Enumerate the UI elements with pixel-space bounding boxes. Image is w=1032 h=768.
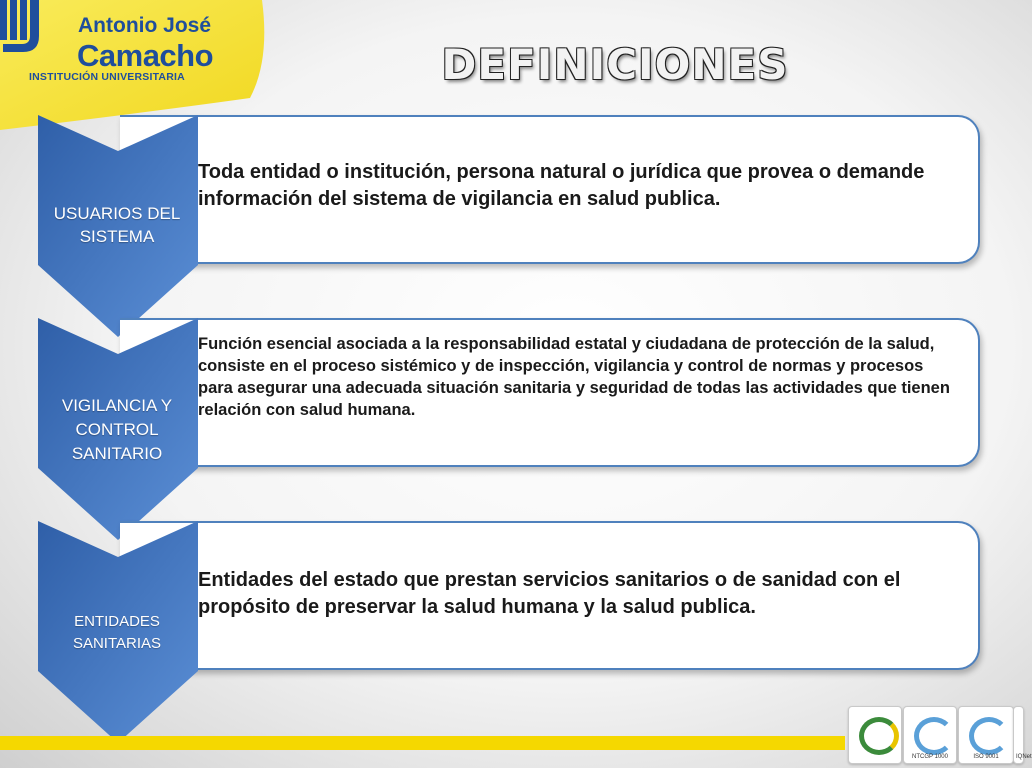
definition-text bbox=[198, 159, 954, 212]
definition-box bbox=[120, 521, 980, 670]
footer-bar bbox=[0, 736, 845, 750]
definition-text-content: Toda entidad o institución, persona natural o jurídica que provea o demande información del sistema de vigilancia en salud publica. bbox=[198, 161, 925, 210]
definition-term: ENTIDADES SANITARIAS bbox=[72, 613, 162, 652]
brand-institution: INSTITUCIÓN UNIVERSITARIA bbox=[29, 71, 185, 83]
cert-caption: NTCGP 1000 bbox=[912, 754, 948, 760]
cert-caption: IQNet bbox=[1016, 754, 1032, 760]
definition-text-content: Entidades del estado que prestan servicios sanitarios o de sanidad con el propósito de preservar la salud humana y la salud publica. bbox=[198, 569, 901, 618]
definition-text bbox=[198, 567, 954, 620]
page-title: DEFINICIONES bbox=[441, 40, 789, 89]
brand-name-line2: Camacho bbox=[77, 38, 214, 73]
logo-banner bbox=[0, 0, 270, 130]
definition-text bbox=[198, 334, 954, 422]
definition-box bbox=[120, 115, 980, 264]
university-logo-icon bbox=[0, 0, 46, 54]
cert-caption: ISO 9001 bbox=[973, 754, 999, 760]
colombia-seal-icon bbox=[848, 706, 902, 764]
brand-name-line1: Antonio José bbox=[78, 14, 212, 37]
definition-text-content: Función esencial asociada a la responsabilidad estatal y ciudadana de protección de la salud, consiste en el proceso sistémico y de inspección, vigilancia y control de normas y procesos para asegurar una adecuada situación sanitaria y seguridad de todas las actividades que tienen relación con salud humana. bbox=[198, 335, 950, 419]
definition-term: VIGILANCIA Y CONTROL SANITARIO bbox=[61, 396, 173, 463]
iqnet-cert-icon bbox=[1013, 706, 1032, 764]
iso-cert-icon bbox=[958, 706, 1014, 764]
definition-term: USUARIOS DEL SISTEMA bbox=[53, 204, 181, 246]
definition-box bbox=[120, 318, 980, 467]
icontec-cert-icon bbox=[903, 706, 957, 764]
